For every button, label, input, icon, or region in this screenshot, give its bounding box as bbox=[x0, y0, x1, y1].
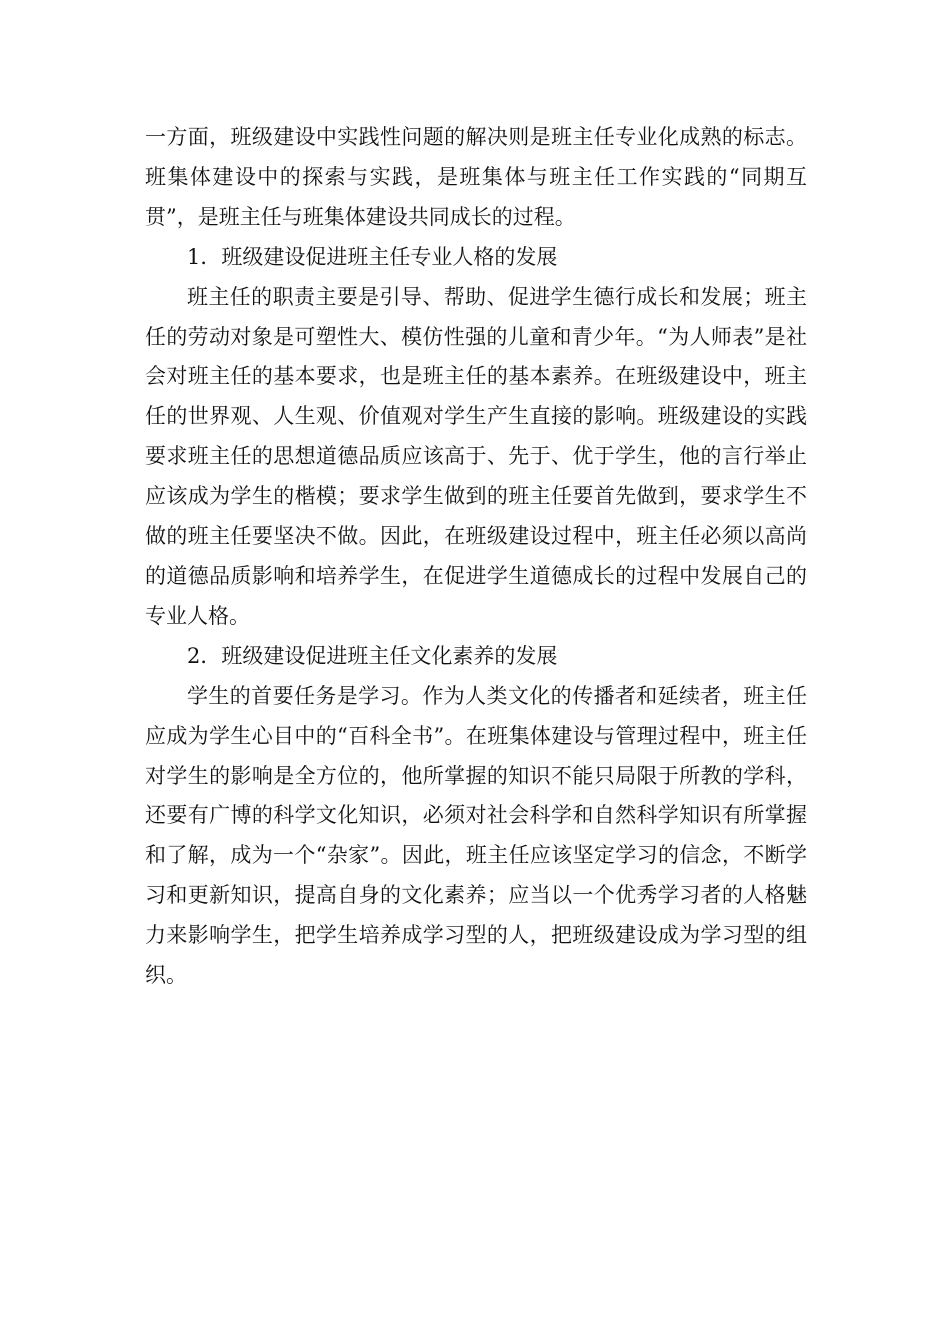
paragraph-continuation: 一方面，班级建设中实践性问题的解决则是班主任专业化成熟的标志。班集体建设中的探索与实践，是班集体与班主任工作实践的“同期互贯”，是班主任与班集体建设共同成长的过程。 bbox=[145, 125, 807, 229]
section-heading-1: 1．班级建设促进班主任专业人格的发展 bbox=[187, 244, 558, 269]
paragraph-personality: 班主任的职责主要是引导、帮助、促进学生德行成长和发展；班主任的劳动对象是可塑性大、模仿性强的儿童和青少年。“为人师表”是社会对班主任的基本要求，也是班主任的基本素养。在班级建设中，班主任的世界观、人生观、价值观对学生产生直接的影响。班级建设的实践要求班主任的思想道德品质应该高于、先于、优于学生，他的言行举止应该成为学生的楷模；要求学生做到的班主任要首先做到，要求学生不做的班主任要坚决不做。因此，在班级建设过程中，班主任必须以高尚的道德品质影响和培养学生，在促进学生道德成长的过程中发展自己的专业人格。 bbox=[145, 284, 807, 628]
section-heading-2: 2．班级建设促进班主任文化素养的发展 bbox=[187, 643, 558, 668]
document-body bbox=[145, 118, 807, 996]
paragraph-culture: 学生的首要任务是学习。作为人类文化的传播者和延续者，班主任应成为学生心目中的“百科全书”。在班集体建设与管理过程中，班主任对学生的影响是全方位的，他所掌握的知识不能只局限于所教的学科，还要有广博的科学文化知识，必须对社会科学和自然科学知识有所掌握和了解，成为一个“杂家”。因此，班主任应该坚定学习的信念，不断学习和更新知识，提高自身的文化素养；应当以一个优秀学习者的人格魅力来影响学生，把学生培养成学习型的人，把班级建设成为学习型的组织。 bbox=[145, 683, 807, 988]
